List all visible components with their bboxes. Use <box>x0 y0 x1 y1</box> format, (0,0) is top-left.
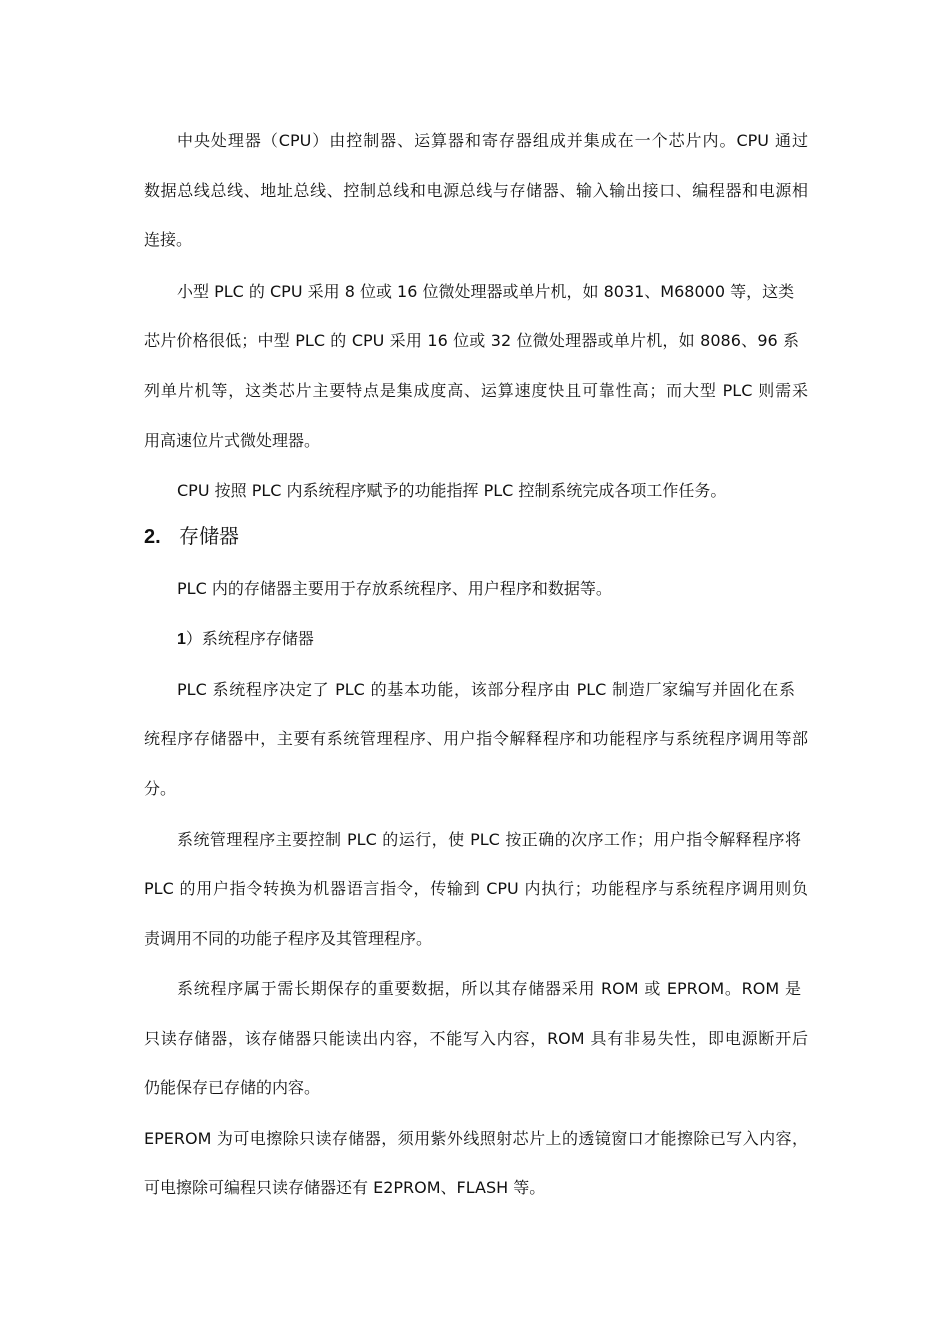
paragraph-line: 分。 <box>144 779 177 798</box>
paragraph-line: 数据总线总线、地址总线、控制总线和电源总线与存储器、输入输出接口、编程器和电源相 <box>144 181 808 200</box>
paragraph-line: 用高速位片式微处理器。 <box>144 431 321 450</box>
paragraph-line: 统程序存储器中，主要有系统管理程序、用户指令解释程序和功能程序与系统程序调用等部 <box>144 729 808 748</box>
paragraph-line: 责调用不同的功能子程序及其管理程序。 <box>144 929 433 948</box>
paragraph-line: CPU 按照 PLC 内系统程序赋予的功能指挥 PLC 控制系统完成各项工作任务。 <box>177 481 727 500</box>
paragraph-line: 只读存储器，该存储器只能读出内容，不能写入内容，ROM 具有非易失性，即电源断开后 <box>144 1029 808 1048</box>
paragraph-line: PLC 内的存储器主要用于存放系统程序、用户程序和数据等。 <box>177 579 612 598</box>
paragraph-line: 列单片机等，这类芯片主要特点是集成度高、运算速度快且可靠性高；而大型 PLC 则需采 <box>144 381 808 400</box>
paragraph-line: 芯片价格很低；中型 PLC 的 CPU 采用 16 位或 32 位微处理器或单片机，如 8086、96 系 <box>144 331 799 350</box>
paragraph-line: 系统程序属于需长期保存的重要数据，所以其存储器采用 ROM 或 EPROM。ROM 是 <box>177 979 801 998</box>
paragraph-line: EPEROM 为可电擦除只读存储器，须用紫外线照射芯片上的透镜窗口才能擦除已写入内容， <box>144 1129 808 1148</box>
paragraph-line: 小型 PLC 的 CPU 采用 8 位或 16 位微处理器或单片机，如 8031、M68000 等，这类 <box>177 282 794 301</box>
section-heading <box>144 523 239 550</box>
subsection-heading <box>177 628 808 651</box>
paragraph-line: 仍能保存已存储的内容。 <box>144 1078 321 1097</box>
paragraph-line: 中央处理器（CPU）由控制器、运算器和寄存器组成并集成在一个芯片内。CPU 通过 <box>177 131 808 150</box>
paragraph-line: PLC 的用户指令转换为机器语言指令，传输到 CPU 内执行；功能程序与系统程序调用则负 <box>144 879 808 898</box>
section-title: 存储器 <box>179 524 239 548</box>
paragraph-line: 系统管理程序主要控制 PLC 的运行，使 PLC 按正确的次序工作；用户指令解释程序将 <box>177 830 801 849</box>
paragraph-line: 连接。 <box>144 230 193 249</box>
section-number: 2. <box>144 526 161 548</box>
subsection-title: ）系统程序存储器 <box>185 629 314 648</box>
paragraph-line: PLC 系统程序决定了 PLC 的基本功能，该部分程序由 PLC 制造厂家编写并固化在系 <box>177 680 795 699</box>
paragraph-line: 可电擦除可编程只读存储器还有 E2PROM、FLASH 等。 <box>144 1178 546 1197</box>
subsection-number: 1 <box>177 631 186 648</box>
